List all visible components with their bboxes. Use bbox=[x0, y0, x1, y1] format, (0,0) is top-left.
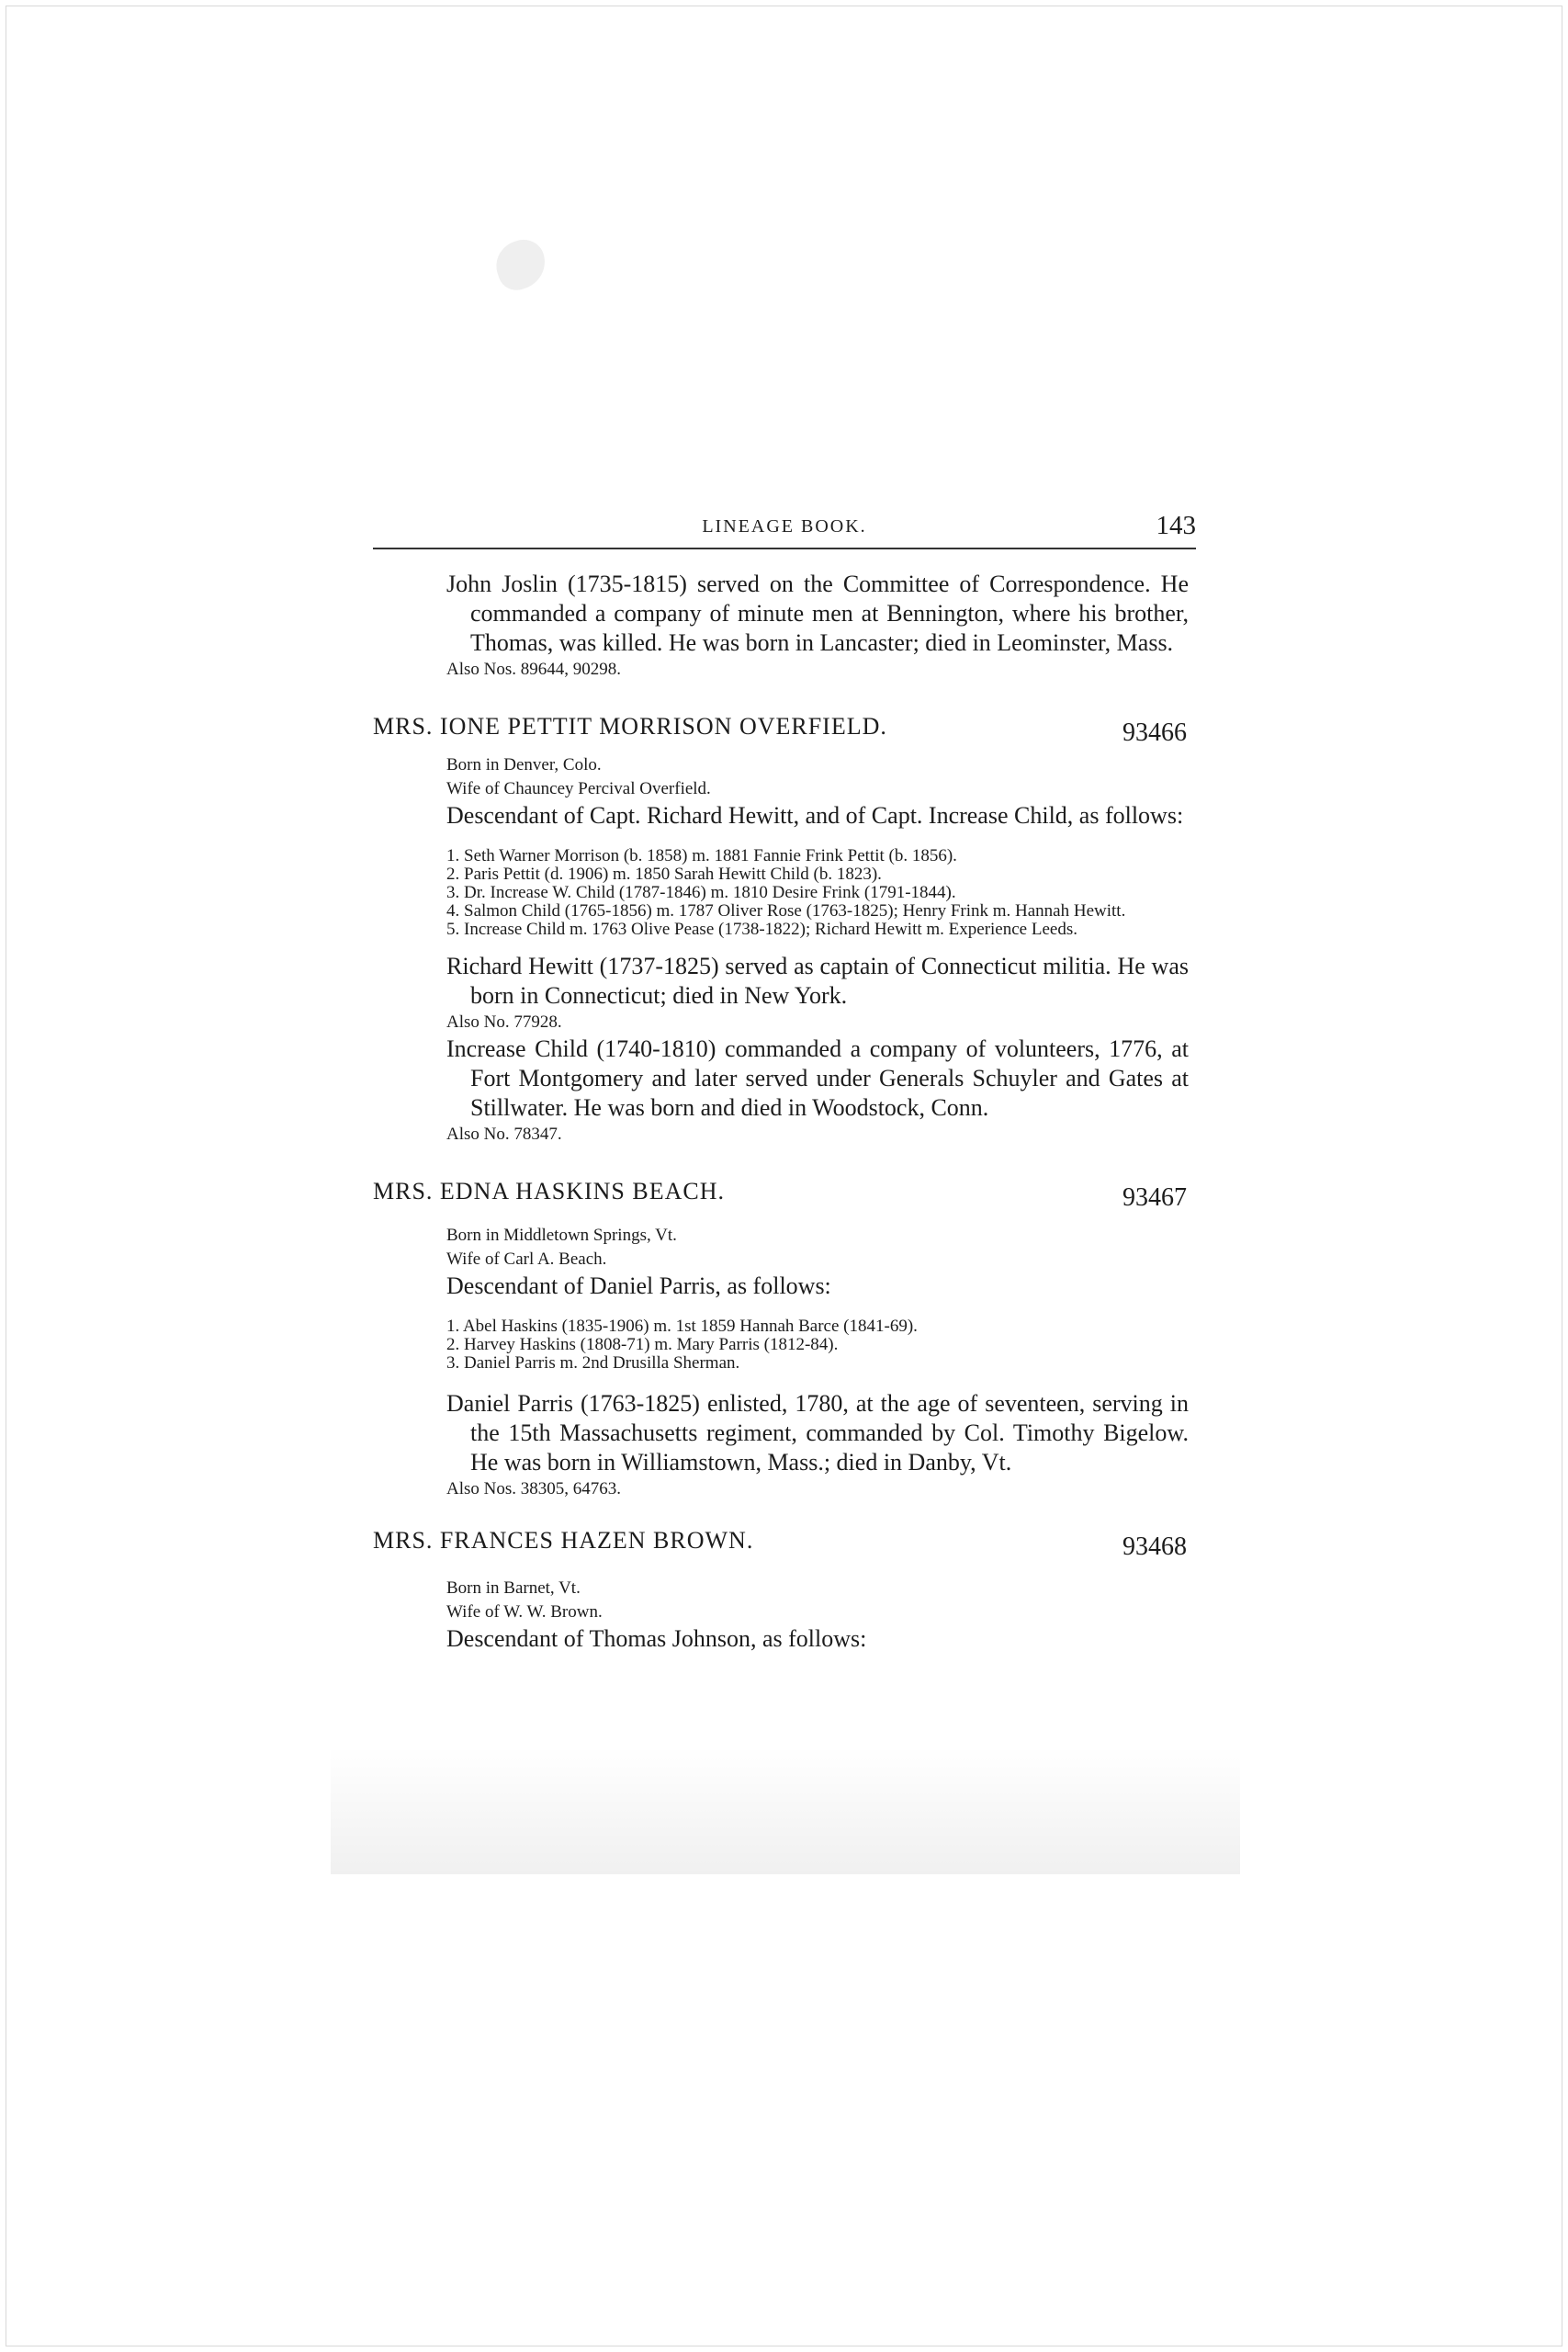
running-head-title: LINEAGE BOOK. bbox=[702, 516, 867, 537]
ancestor-also-nos: Also No. 77928. bbox=[446, 1012, 562, 1032]
ancestor-paragraph: Daniel Parris (1763-1825) enlisted, 1780, at the age of seventeen, serving in the 15th Massachusetts regiment, commanded by Col. Timothy Bigelow. He was born in Williamstown, Mass.; died in Danby, Vt. bbox=[446, 1390, 1189, 1476]
entry-born: Born in Barnet, Vt. bbox=[446, 1578, 581, 1598]
ancestor-paragraph: Increase Child (1740-1810) commanded a company of volunteers, 1776, at Fort Montgomery and later served under Generals Schuyler and Gates at Stillwater. He was born and died in Woodstock, Conn. bbox=[446, 1035, 1189, 1121]
ancestor-paragraph: Richard Hewitt (1737-1825) served as captain of Connecticut militia. He was born in Connecticut; died in New York. bbox=[446, 953, 1189, 1009]
entry-number: 93466 bbox=[1122, 718, 1187, 747]
lineage-item: 5. Increase Child m. 1763 Olive Pease (1738-1822); Richard Hewitt m. Experience Leeds. bbox=[446, 920, 1077, 939]
entry-wife-of: Wife of W. W. Brown. bbox=[446, 1602, 603, 1622]
running-head bbox=[373, 511, 1196, 549]
entry-wife-of: Wife of Chauncey Percival Overfield. bbox=[446, 779, 711, 798]
lineage-list bbox=[446, 847, 1189, 939]
lineage-item: 3. Daniel Parris m. 2nd Drusilla Sherman. bbox=[446, 1353, 740, 1373]
scan-smudge-mark bbox=[490, 234, 551, 295]
entry-descendant: Descendant of Daniel Parris, as follows: bbox=[446, 1272, 831, 1299]
lineage-item: 2. Harvey Haskins (1808-71) m. Mary Parris (1812-84). bbox=[446, 1335, 839, 1354]
entry-heading bbox=[373, 1527, 1196, 1560]
lineage-item: 3. Dr. Increase W. Child (1787-1846) m. 1810 Desire Frink (1791-1844). bbox=[446, 883, 956, 902]
entry-name: MRS. IONE PETTIT MORRISON OVERFIELD. bbox=[373, 713, 887, 740]
entry-body bbox=[373, 753, 1196, 1147]
entry-born: Born in Denver, Colo. bbox=[446, 755, 602, 775]
entry-born: Born in Middletown Springs, Vt. bbox=[446, 1226, 677, 1245]
entry-number: 93467 bbox=[1122, 1183, 1187, 1212]
ancestor-also-nos: Also Nos. 38305, 64763. bbox=[446, 1479, 622, 1498]
lineage-item: 2. Paris Pettit (d. 1906) m. 1850 Sarah Hewitt Child (b. 1823). bbox=[446, 865, 882, 884]
lineage-list bbox=[446, 1317, 1189, 1373]
intro-block bbox=[373, 570, 1196, 682]
lineage-item: 1. Abel Haskins (1835-1906) m. 1st 1859 Hannah Barce (1841-69). bbox=[446, 1317, 918, 1336]
entry-heading bbox=[373, 713, 1196, 746]
entry-descendant: Descendant of Thomas Johnson, as follows: bbox=[446, 1625, 867, 1652]
entry-wife-of: Wife of Carl A. Beach. bbox=[446, 1250, 607, 1269]
page-content bbox=[373, 511, 1196, 1654]
entry-name: MRS. EDNA HASKINS BEACH. bbox=[373, 1178, 725, 1204]
entry-descendant: Descendant of Capt. Richard Hewitt, and of Capt. Increase Child, as follows: bbox=[446, 802, 1184, 829]
entry-name: MRS. FRANCES HAZEN BROWN. bbox=[373, 1527, 754, 1554]
page-number: 143 bbox=[1156, 511, 1196, 540]
entry-heading bbox=[373, 1178, 1196, 1211]
entry-number: 93468 bbox=[1122, 1532, 1187, 1561]
lineage-item: 1. Seth Warner Morrison (b. 1858) m. 1881 Fannie Frink Pettit (b. 1856). bbox=[446, 846, 957, 865]
intro-also-nos: Also Nos. 89644, 90298. bbox=[446, 660, 622, 679]
intro-paragraph: John Joslin (1735-1815) served on the Committee of Correspondence. He commanded a company of minute men at Bennington, where his brother, Thomas, was killed. He was born in Lancaster; died in Leominster, Mass. bbox=[446, 571, 1189, 656]
entry-body bbox=[373, 1577, 1196, 1654]
ancestor-also-nos: Also No. 78347. bbox=[446, 1125, 562, 1144]
lineage-item: 4. Salmon Child (1765-1856) m. 1787 Oliver Rose (1763-1825); Henry Frink m. Hannah Hewitt. bbox=[446, 901, 1126, 921]
entry-body bbox=[373, 1224, 1196, 1501]
scan-shadow bbox=[331, 1746, 1240, 1874]
